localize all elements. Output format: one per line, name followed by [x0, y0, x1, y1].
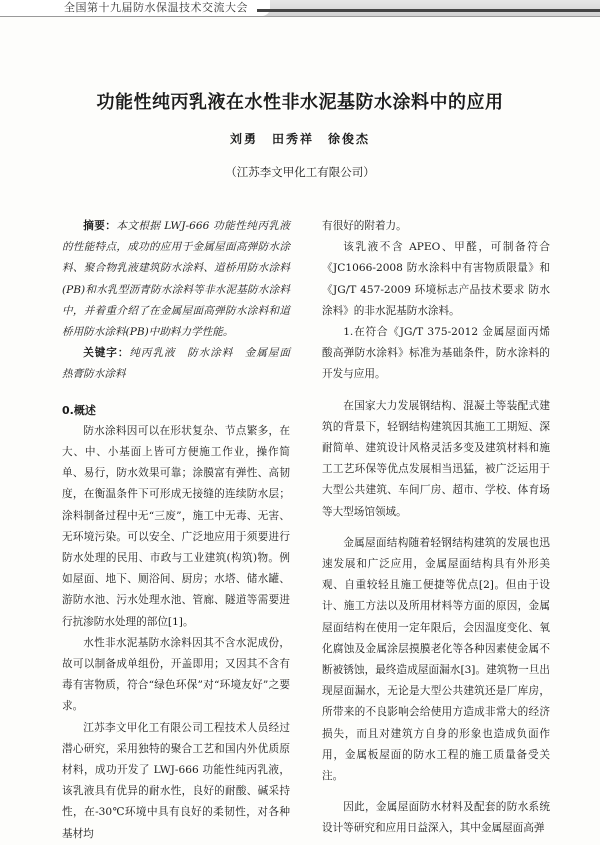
keywords [62, 343, 301, 385]
section-heading: 0.概述 [62, 403, 96, 417]
keywords-text: 纯丙乳液 防水涂料 金属屋面 热膏防水涂料 [62, 347, 301, 381]
abstract-label: 摘要： [83, 220, 117, 232]
keywords-label: 关键字： [83, 347, 130, 360]
paper-affiliation: （江苏李文甲化工有限公司） [225, 165, 375, 179]
paper-title: 功能性纯丙乳液在水性非水泥基防水涂料中的应用 [96, 92, 504, 113]
abstract [62, 216, 290, 343]
body-paragraph: 1.在符合《JG/T 375-2012 金属屋面丙烯酸高弹防水涂料》标准为基础条件，防水涂料的开发与应用。 [322, 326, 550, 381]
body-paragraph: 江苏李文甲化工有限公司工程技术人员经过潜心研究，采用独特的聚合工艺和国内外优质原材料，成功开发了 LWJ-666 功能性纯丙乳液，该乳液具有优异的耐水性，良好的耐酸、碱采持性，在-30℃环境中具有良好的柔韧性，对各种基材均 [62, 721, 290, 840]
header-rule [257, 9, 600, 12]
left-column [62, 216, 301, 845]
journal-header [0, 0, 600, 17]
right-column [322, 216, 550, 840]
body-paragraph: 因此，金属屋面防水材料及配套的防水系统设计等研究和应用日益深入，其中金属屋面高弹 [322, 801, 550, 835]
abstract-text: 本文根据 LWJ-666 功能性纯丙乳液的性能特点，成功的应用于金属屋面高弹防水涂料、聚合物乳液建筑防水涂料、道桥用防水涂料(PB)和水乳型沥青防水涂料等非水泥基防水涂料中，并着重介绍了在金属屋面高弹防水涂料和道桥用防水涂料(PB)中助料力学性能。 [62, 220, 290, 339]
body-paragraph: 该乳液不含 APEO、甲醛，可制备符合《JC1066-2008 防水涂料中有害物质限量》和《JG/T 457-2009 环境标志产品技术要求 防水涂料》的非水泥基防水涂料。 [322, 241, 550, 317]
body-paragraph: 有很好的附着力。 [322, 220, 407, 232]
body-paragraph: 金属屋面结构随着轻钢结构建筑的发展也迅速发展和广泛应用，金属屋面结构具有外形美观、自重较轻且施工便捷等优点[2]。但由于设计、施工方法以及所用材料等方面的原因，金属屋面结构在使用一定年限后，会因温度变化、氧化腐蚀及金属涂层摸膜老化等各种因素使金属不断被锈蚀，最终造成屋面漏水[3]。建筑物一旦出现屋面漏水，无论是大型公共建筑还是厂库房，所带来的不良影响会给使用方造成非常大的经济损失，而且对建筑方自身的形象也造成负面作用，金属板屋面的防水工程的施工质量备受关注。 [322, 536, 550, 783]
body-paragraph: 防水涂料因可以在形状复杂、节点繁多，在大、中、小基面上皆可方便施工作业，操作简单、易行，防水效果可靠；涂膜富有弹性、高韧度，在衡温条件下可形成无接缝的连续防水层；涂料制备过程中无“三废”，施工中无毒、无害、无环境污染。可以安全、广泛地应用于须要进行防水处理的民用、市政与工业建筑(构筑)物。例如屋面、地下、厕浴间、厨房；水塔、储水罐、游防水池、污水处理水池、管廊、隧道等需要进行抗渗防水处理的部位[1]。 [62, 424, 290, 628]
journal-title: 全国第十九届防水保温技术交流大会 [64, 1, 248, 14]
body-paragraph: 水性非水泥基防水涂料因其不含水泥成份，故可以制备成单组份，开盖即用；又因其不含有毒有害物质，符合“绿色环保”对“环境友好”之要求。 [62, 636, 290, 713]
paper-authors: 刘勇 田秀祥 徐俊杰 [229, 132, 370, 146]
body-paragraph: 在国家大力发展钢结构、混凝土等装配式建筑的背景下，轻钢结构建筑因其施工工期短、深耐简单、建筑设计风格灵活多变及建筑材料和施工工艺环保等优点发展相当迅猛，被广泛运用于大型公共建筑、车间厂房、超市、学校、体育场等大型场馆领域。 [322, 399, 550, 518]
